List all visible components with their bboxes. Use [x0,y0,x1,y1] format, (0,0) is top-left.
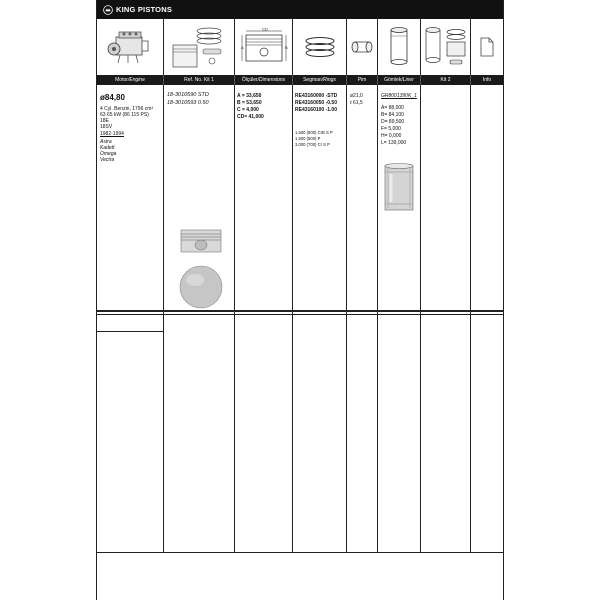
liner-spec: D= 89,500 [381,119,405,125]
header-pin: Pim [347,75,378,85]
ring-code: RE43160050 -0.50 [295,100,337,106]
dimension-value: CD= 41,000 [237,114,264,120]
liner-spec: F= 5,000 [381,126,401,132]
cell-separator [97,331,163,332]
production-years: 1982-1994 [100,131,124,137]
column-header-row [97,75,503,85]
pin-image [347,19,378,75]
column-divider [234,85,235,553]
dimension-value: B = 53,650 [237,100,262,106]
brand-logo [103,3,172,16]
product-images-row [97,19,503,76]
dimension-value: C = 4,000 [237,107,259,113]
pin-length: ℓ 61,5 [350,100,363,106]
liner-spec: H= 0,000 [381,133,402,139]
header-ref: Ref. No. Kit 1 [164,75,235,85]
column-divider [377,85,378,553]
piston-dimension-drawing-icon [238,27,290,67]
kit1-image [164,19,235,75]
ring-code: RE43160000 -STD [295,93,338,99]
liner-spec: A= 88,000 [381,105,404,111]
engine-code: 18E [100,118,109,124]
dimensions-image [235,19,293,75]
svg-text:B: B [284,45,288,50]
engine-spec-line: 63 65 kW (86 115 PS) [100,112,149,118]
brand-name: KING PISTONS [116,5,173,14]
ring-code: RE43160100 -1.00 [295,107,337,113]
vehicle-model: Kadett [100,145,115,151]
info-image [471,19,503,75]
header-motor: Motor /Engine [97,75,164,85]
kit2-image [421,19,471,75]
ring-spec: 1,500 (500) P [295,136,321,141]
header-rings: Segman /Rings [293,75,347,85]
brand-bar [97,0,503,19]
liner-spec: B= 84,100 [381,112,404,118]
column-divider [346,85,347,553]
bore-diameter: ø84,80 [100,93,125,102]
ref-number: 18-3010593 0.50 [167,100,209,106]
header-info: Info [482,77,492,83]
header-dimensions: Ölçüler /Dimensions [235,75,293,85]
vehicle-model: Omega [100,151,117,157]
column-divider [163,85,164,553]
catalog-sheet [96,0,504,600]
engine-icon [106,27,154,67]
liner-spec: L= 139,000 [381,140,407,146]
dimension-value: A = 33,650 [237,93,262,99]
row-separator [97,314,503,315]
document-icon [479,37,495,57]
liner-kit-icon [423,24,469,70]
svg-text:A: A [240,45,244,50]
pin-diameter: ø21,0 [350,93,363,99]
header-liner: Gömlek /Liner [378,75,421,85]
ring-spec: 3,000 (700) Cr S P [295,142,330,147]
engine-spec-line: 4 Cyl. Benzin, 1796 cm³ [100,106,154,112]
liner-image [378,19,421,75]
crown-icon [103,5,113,15]
vehicle-model: Astra [100,139,112,145]
vehicle-model: Vectra [100,157,115,163]
svg-text:CD: CD [261,27,268,32]
column-divider [470,85,471,553]
rings-image [293,19,347,75]
ring-spec: 1,500 (500) CrB S P [295,130,333,135]
piston-pin-icon [350,37,374,57]
piston-rings-icon [303,34,337,60]
engine-image [97,19,164,75]
row-separator [97,552,503,553]
header-kit2: Kit 2 [421,75,471,85]
liner-photo [381,162,417,214]
engine-code: 18SV [100,124,113,130]
row-separator [97,310,503,312]
cylinder-liner-icon [388,26,410,68]
column-divider [420,85,421,553]
piston-image [175,228,229,310]
column-divider [292,85,293,553]
ref-number: 18-3010590 STD [167,92,209,98]
piston-kit-icon [169,23,229,71]
liner-code: GR8001390K_1 [381,93,417,99]
